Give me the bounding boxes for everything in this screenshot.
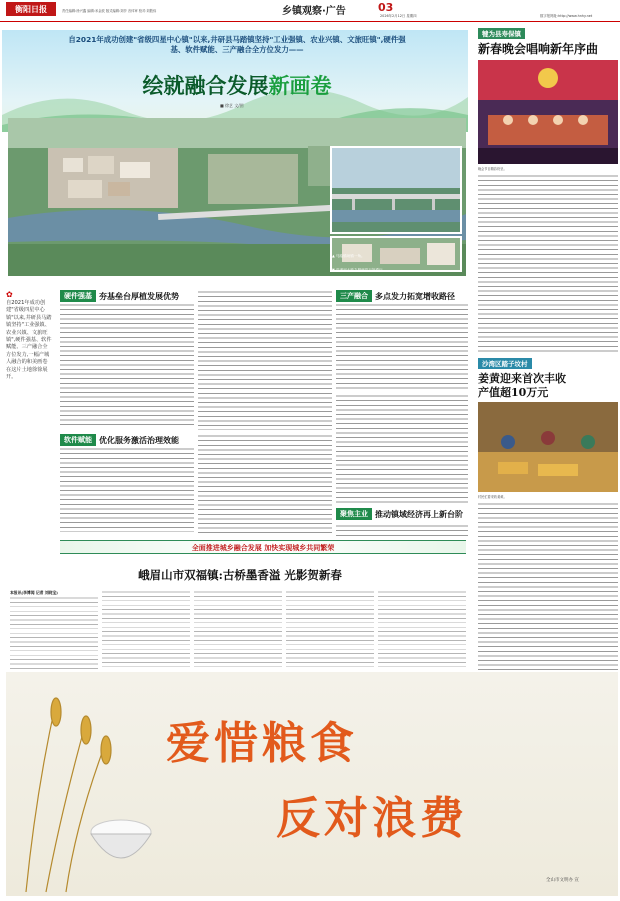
right-tag-1: 犍为县寿保镇 bbox=[478, 28, 525, 39]
right-body-1 bbox=[478, 174, 618, 354]
body-text-block bbox=[60, 447, 194, 532]
section-title: 推动镇域经济再上新台阶 bbox=[375, 509, 463, 519]
article-body-col2 bbox=[102, 590, 190, 670]
section-tag: 三产融合 bbox=[336, 290, 372, 302]
issue-date: 2026年2月12日 星期四 bbox=[380, 14, 417, 18]
ad-line-1: 爱惜粮食 bbox=[166, 718, 358, 769]
feature-header bbox=[2, 30, 468, 132]
body-text-block bbox=[336, 524, 468, 538]
right-title-2b: 产值超10万元 bbox=[478, 386, 549, 399]
section-tag: 硬件强基 bbox=[60, 290, 96, 302]
photo-caption-2: ▼ 茫溪河大桥力桐两岸百姓通行。 bbox=[332, 268, 387, 272]
section-tag: 软件赋能 bbox=[60, 434, 96, 446]
body-text-block bbox=[198, 290, 332, 430]
section-integration bbox=[336, 290, 468, 390]
slogan-banner bbox=[60, 540, 466, 554]
section-title: 优化服务激活治理效能 bbox=[99, 435, 179, 445]
article-byline: 本报讯(李博闻 记者 刘晓宝) bbox=[10, 590, 58, 595]
rice-bowl-icon bbox=[86, 812, 156, 872]
inset-photo-bridge bbox=[330, 146, 462, 234]
body-text-block bbox=[60, 303, 194, 428]
website: 数字报网址:http://www.hnhy.net bbox=[540, 14, 593, 18]
article-body-col4 bbox=[286, 590, 374, 670]
sidebar-intro bbox=[6, 290, 54, 530]
body-text-block bbox=[336, 303, 468, 390]
section-tag: 聚焦主业 bbox=[336, 508, 372, 520]
section-integration-heading bbox=[336, 290, 455, 302]
ad-footer: 全山市文明办 宣 bbox=[546, 878, 579, 883]
section-focus-heading bbox=[336, 508, 463, 520]
sidebar-flower-icon: ✿ bbox=[6, 290, 13, 299]
right-title-2: 姜黄迎来首次丰收 bbox=[478, 372, 566, 385]
section-software bbox=[60, 434, 194, 534]
right-caption-1: 晚会节目精彩纷呈。 bbox=[478, 167, 507, 171]
section-title: 夯基垒台厚植发展优势 bbox=[99, 291, 179, 301]
stage-performance-photo bbox=[478, 60, 618, 164]
ad-line-2: 反对浪费 bbox=[276, 793, 468, 844]
feature-title-main: 绘就融合发展 bbox=[142, 73, 269, 98]
masthead bbox=[0, 0, 620, 22]
right-tag-2: 沙湾区踏子坟村 bbox=[478, 358, 532, 369]
harvest-photo bbox=[478, 402, 618, 492]
feature-title bbox=[112, 70, 362, 100]
paper-logo: 衡阳日报 bbox=[6, 2, 56, 16]
editor-info: 责任编辑:徐兴鑫 编辑:米金波 版式编辑:刘莎 音体审 校对:刘胜伟 bbox=[62, 9, 157, 13]
sidebar-text: 自2021年成功创建"省级四星中心镇"以来,井研县马踏镇坚持"工业强镇、农业兴镇、文旅旺镇",硬件强基、软件赋能、三产融合全方位发力,一幅产城人融合的和美画卷在这片土地徐徐展开。 bbox=[6, 300, 52, 381]
section-hardware bbox=[60, 290, 194, 430]
feature-byline: ■ 徐艺 文/图 bbox=[220, 103, 244, 108]
right-title-1: 新春晚会唱响新年序曲 bbox=[478, 42, 599, 56]
body-text-block bbox=[198, 434, 332, 534]
article-title: 峨眉山市双福镇:古桥墨香溢 光影贺新春 bbox=[138, 568, 342, 582]
section-software-heading bbox=[60, 434, 179, 446]
slogan-text: 全面推进城乡融合发展 加快实现城乡共同繁荣 bbox=[191, 544, 335, 552]
article-body-col5 bbox=[378, 590, 466, 670]
right-column bbox=[478, 28, 618, 678]
grain-ad bbox=[6, 672, 618, 896]
page-number: 03 bbox=[378, 1, 394, 14]
section-focus bbox=[336, 394, 468, 534]
feature-title-accent: 新画卷 bbox=[268, 73, 332, 98]
section-hardware-heading bbox=[60, 290, 179, 302]
right-body-2 bbox=[478, 502, 618, 672]
photo-caption-1: ▲ 马踏镇场镇一角。 bbox=[332, 254, 365, 258]
section-title: 乡镇观察·广告 bbox=[282, 6, 346, 17]
feature-intro: 自2021年成功创建"省级四星中心镇"以来,井研县马踏镇坚持"工业强镇、农业兴镇、文旅旺镇",硬件强基、软件赋能、三产融合全方位发力—— bbox=[68, 35, 406, 54]
section-title: 多点发力拓宽增收路径 bbox=[375, 291, 455, 301]
body-text-block bbox=[336, 394, 468, 504]
article-body-col3 bbox=[194, 590, 282, 670]
right-caption-2: 村民忙着采收姜黄。 bbox=[478, 495, 507, 499]
article-body-col1 bbox=[10, 596, 98, 670]
